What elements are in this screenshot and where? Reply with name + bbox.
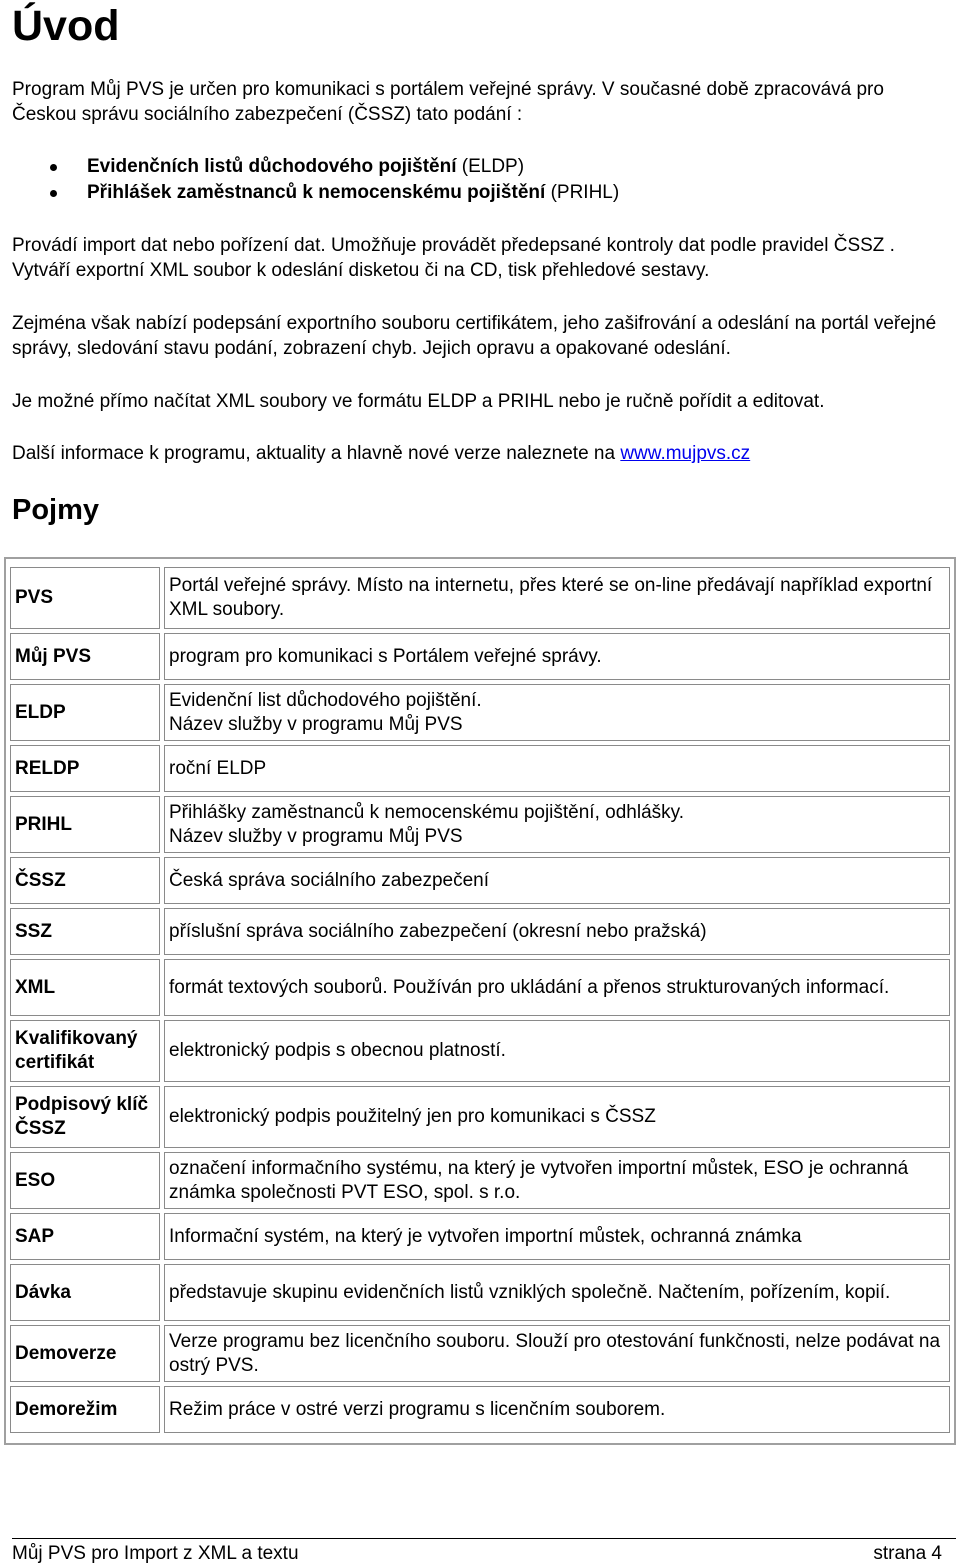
term-cell: Podpisový klíč ČSSZ (10, 1086, 160, 1148)
table-row (10, 684, 950, 741)
intro-paragraph: Program Můj PVS je určen pro komunikaci s portálem veřejné správy. V současné době zpracovává pro Českou správu sociálního zabezpečení (ČSSZ) tato podání : (12, 79, 884, 125)
table-row (10, 1325, 950, 1382)
term-cell: ESO (10, 1152, 160, 1209)
page-title: Úvod (12, 2, 120, 50)
signing-paragraph: Zejména však nabízí podepsání exportního souboru certifikátem, jeho zašifrování a odeslání na portál veřejné správy, sledování stavu podání, zobrazení chyb. Jejich opravu a opakované odeslání. (12, 313, 937, 359)
term-cell: ČSSZ (10, 857, 160, 904)
term-cell: SAP (10, 1213, 160, 1260)
import-paragraph: Je možné přímo načítat XML soubory ve formátu ELDP a PRIHL nebo je ručně pořídit a editovat. (12, 391, 825, 412)
definition-cell: příslušní správa sociálního zabezpečení (okresní nebo pražská) (164, 908, 950, 955)
term-cell: Můj PVS (10, 633, 160, 680)
table-row (10, 1386, 950, 1433)
term-cell: Kvalifikovaný certifikát (10, 1020, 160, 1082)
table-row (10, 796, 950, 853)
website-link[interactable]: www.mujpvs.cz (620, 443, 751, 464)
term-cell: RELDP (10, 745, 160, 792)
info-text: Další informace k programu, aktuality a hlavně nové verze naleznete na (12, 443, 621, 464)
table-row (10, 959, 950, 1016)
table-row (10, 1020, 950, 1082)
list-item-rest: (PRIHL) (545, 182, 620, 203)
term-cell: PRIHL (10, 796, 160, 853)
page-number: strana 4 (873, 1543, 942, 1564)
definition-cell: Verze programu bez licenčního souboru. Slouží pro otestování funkčnosti, nelze podávat na ostrý PVS. (164, 1325, 950, 1382)
definition-cell: Přihlášky zaměstnanců k nemocenskému pojištění, odhlášky. Název služby v programu Můj PVS (164, 796, 950, 853)
features-paragraph: Provádí import dat nebo pořízení dat. Umožňuje provádět předepsané kontroly dat podle pravidel ČSSZ . Vytváří exportní XML soubor k odeslání disketou či na CD, tisk přehledové sestavy. (12, 235, 895, 281)
list-item-bold: Evidenčních listů důchodového pojištění (87, 156, 457, 177)
list-item-bold: Přihlášek zaměstnanců k nemocenskému pojištění (87, 182, 546, 203)
term-cell: Dávka (10, 1264, 160, 1321)
definition-cell: Režim práce v ostré verzi programu s licenčním souborem. (164, 1386, 950, 1433)
definition-cell: Evidenční list důchodového pojištění. Název služby v programu Můj PVS (164, 684, 950, 741)
term-cell: Demorežim (10, 1386, 160, 1433)
table-row (10, 1086, 950, 1148)
definition-cell: elektronický podpis použitelný jen pro komunikaci s ČSSZ (164, 1086, 950, 1148)
table-row (10, 1264, 950, 1321)
terms-table (4, 557, 956, 1445)
list-item (12, 154, 619, 180)
table-row (10, 745, 950, 792)
definition-cell: Informační systém, na který je vytvořen importní můstek, ochranná známka (164, 1213, 950, 1260)
term-cell: Demoverze (10, 1325, 160, 1382)
definition-cell: roční ELDP (164, 745, 950, 792)
table-row (10, 567, 950, 629)
definition-cell: elektronický podpis s obecnou platností. (164, 1020, 950, 1082)
table-row (10, 857, 950, 904)
table-row (10, 1152, 950, 1209)
info-paragraph (12, 441, 942, 466)
section-title-terms: Pojmy (12, 494, 100, 526)
term-cell: XML (10, 959, 160, 1016)
bullet-icon (50, 190, 57, 197)
definition-cell: Portál veřejné správy. Místo na internetu, přes které se on-line předávají například exportní XML soubory. (164, 567, 950, 629)
term-cell: ELDP (10, 684, 160, 741)
term-cell: PVS (10, 567, 160, 629)
bullet-icon (50, 164, 57, 171)
definition-cell: Česká správa sociálního zabezpečení (164, 857, 950, 904)
footer-divider (12, 1538, 956, 1539)
footer-title: Můj PVS pro Import z XML a textu (12, 1543, 299, 1564)
list-item (12, 180, 619, 206)
term-cell: SSZ (10, 908, 160, 955)
table-row (10, 908, 950, 955)
definition-cell: označení informačního systému, na který je vytvořen importní můstek, ESO je ochranná známka společnosti PVT ESO, spol. s r.o. (164, 1152, 950, 1209)
definition-cell: představuje skupinu evidenčních listů vzniklých společně. Načtením, pořízením, kopií. (164, 1264, 950, 1321)
definition-cell: formát textových souborů. Používán pro ukládání a přenos strukturovaných informací. (164, 959, 950, 1016)
list-item-rest: (ELDP) (456, 156, 525, 177)
table-row (10, 1213, 950, 1260)
definition-cell: program pro komunikaci s Portálem veřejné správy. (164, 633, 950, 680)
submission-types-list (12, 154, 619, 206)
table-row (10, 633, 950, 680)
